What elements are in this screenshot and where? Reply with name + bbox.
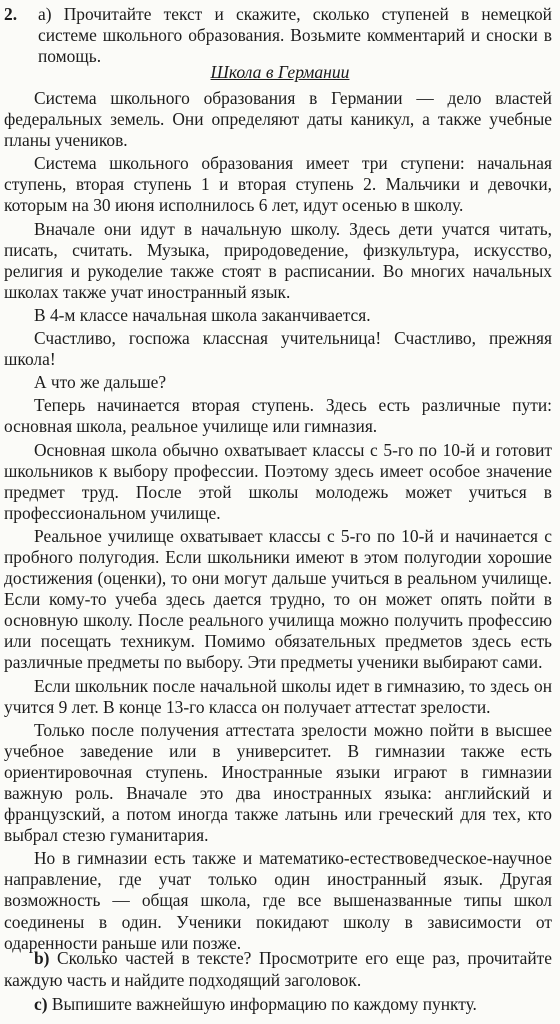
paragraph: Система школьного образования в Германии — дело властей федеральных земель. Они определяют даты каникул, а также учебные планы учеников.: [4, 88, 552, 151]
task-instruction: [38, 4, 552, 67]
text-title: Школа в Германии: [210, 62, 350, 82]
paragraph: Теперь начинается вторая ступень. Здесь есть различные пути: основная школа, реальное училище или гимназия.: [4, 395, 552, 437]
subtask-text: Выпишите важнейшую информацию по каждому пункту.: [51, 994, 477, 1014]
subtask-letter: c): [34, 994, 48, 1014]
paragraph: Вначале они идут в начальную школу. Здесь дети учатся читать, писать, считать. Музыка, природоведение, физкультура, искусство, религия и рукоделие также стоят в расписании. Во многих начальных школах также учат иностранный язык.: [4, 218, 552, 302]
subtasks: [4, 948, 552, 1019]
paragraph: Система школьного образования имеет три ступени: начальная ступень, вторая ступень 1 и вторая ступень 2. Мальчики и девочки, которым на 30 июня исполнилось 6 лет, идут осенью в школу.: [4, 153, 552, 216]
paragraph: Но в гимназии есть также и математико-естествоведческое-научное направление, где учат только один иностранный язык. Другая возможность — общая школа, где все вышеназванные типы школ соединены в один. Ученики покидают школу в зависимости от одаренности раньше или позже.: [4, 848, 552, 953]
subtask-b: [4, 948, 552, 991]
text-body: [4, 88, 552, 956]
task-text: Прочитайте текст и скажите, сколько ступеней в немецкой системе школьного образования. Возьмите комментарий и сноски в помощь.: [38, 4, 552, 66]
task-header: [4, 4, 552, 67]
task-number: 2.: [4, 4, 18, 24]
paragraph: А что же дальше?: [34, 372, 167, 393]
paragraph: Счастливо, госпожа классная учительница! Счастливо, прежняя школа!: [4, 328, 552, 370]
task-letter: a): [38, 4, 52, 24]
subtask-c: [4, 994, 552, 1016]
subtask-text: Сколько частей в тексте? Просмотрите его еще раз, прочитайте каждую часть и найдите подходящий заголовок.: [4, 948, 552, 990]
subtask-letter: b): [34, 948, 50, 968]
paragraph: Только после получения аттестата зрелости можно пойти в высшее учебное заведение или в университет. В гимназии также есть ориентировочная ступень. Иностранные языки играют в гимназии важную роль. Вначале это два иностранных языка: английский и французский, а потом иногда также латынь или греческий для тех, кто выбрал стезю гуманитария.: [4, 719, 552, 846]
paragraph: Реальное училище охватывает классы с 5-го по 10-й и начинается с пробного полугодия. Если школьники имеют в этом полугодии хорошие достижения (оценки), то они могут дальше учиться в реальном училище. Если кому-то учеба здесь дается трудно, то он может опять пойти в основную школу. После реального училища можно получить профессию или посещать техникум. Помимо обязательных предметов здесь есть различные предметы по выбору. Эти предметы ученики выбирают сами.: [4, 525, 552, 673]
paragraph: Основная школа обычно охватывает классы с 5-го по 10-й и готовит школьников к выбору профессии. Поэтому здесь имеет особое значение предмет труд. После этой школы молодежь может учиться в профессиональном училище.: [4, 439, 552, 523]
paragraph: Если школьник после начальной школы идет в гимназию, то здесь он учится 9 лет. В конце 13-го класса он получает аттестат зрелости.: [4, 675, 552, 717]
paragraph: В 4-м классе начальная школа заканчивается.: [34, 304, 371, 325]
